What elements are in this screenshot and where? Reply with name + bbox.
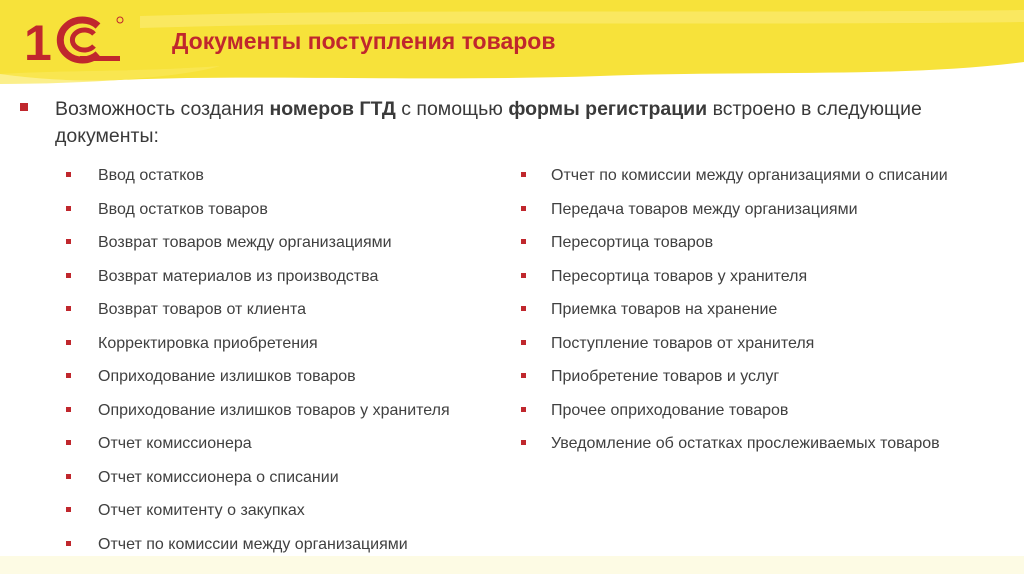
intro-bold2: формы регистрации	[508, 98, 708, 120]
list-item-label: Возврат товаров между организациями	[98, 234, 392, 251]
list-item-label: Ввод остатков	[98, 167, 204, 184]
intro-bold1: номеров ГТД	[269, 98, 396, 120]
bullet-icon	[66, 541, 71, 546]
list-item	[551, 401, 1021, 435]
list-item	[98, 334, 518, 368]
list-item	[98, 267, 518, 301]
bullet-icon	[521, 172, 526, 177]
list-item-label: Отчет комиссионера о списании	[98, 468, 339, 486]
bullet-icon	[66, 474, 71, 479]
bullet-icon	[521, 340, 526, 345]
list-item-label: Ввод остатков товаров	[98, 200, 268, 218]
intro-text	[55, 96, 975, 150]
bullet-icon	[521, 239, 526, 244]
bullet-icon	[521, 407, 526, 412]
bullet-icon	[66, 440, 71, 445]
page-title: Документы поступления товаров	[172, 28, 556, 54]
list-item-label: Отчет комиссионера	[98, 435, 252, 452]
list-item	[98, 367, 518, 401]
list-item-label: Поступление товаров от хранителя	[551, 334, 815, 352]
intro-part3: встроено в следующие документы:	[55, 98, 922, 147]
list-item	[551, 200, 1021, 234]
list-item	[98, 501, 518, 535]
list-item	[551, 267, 1021, 301]
list-item-label: Корректировка приобретения	[98, 334, 318, 352]
bullet-icon	[521, 373, 526, 378]
bullet-icon	[66, 507, 71, 512]
bullet-icon	[66, 340, 71, 345]
bullet-icon	[521, 273, 526, 278]
list-item	[551, 300, 1021, 334]
bullet-icon	[521, 206, 526, 211]
list-item-label: Отчет по комиссии между организациями о списании	[551, 167, 948, 184]
1c-logo-icon	[20, 12, 130, 68]
intro-bullet	[20, 103, 28, 111]
bullet-icon	[66, 306, 71, 311]
list-item-label: Прочее оприходование товаров	[551, 401, 789, 419]
bullet-icon	[521, 306, 526, 311]
list-item	[551, 434, 1021, 468]
list-item-label: Приемка товаров на хранение	[551, 301, 778, 318]
bullet-icon	[66, 273, 71, 278]
list-item	[551, 334, 1021, 368]
bullet-icon	[66, 407, 71, 412]
list-item	[551, 166, 1021, 200]
list-item	[98, 200, 518, 234]
list-item	[98, 468, 518, 502]
bullet-icon	[521, 440, 526, 445]
svg-text:1: 1	[24, 15, 52, 68]
list-item-label: Приобретение товаров и услуг	[551, 368, 780, 385]
bullet-icon	[66, 172, 71, 177]
list-item	[98, 434, 518, 468]
document-list-right	[551, 166, 1021, 468]
list-item-label: Возврат товаров от клиента	[98, 301, 307, 318]
list-item	[98, 401, 518, 435]
list-item-label: Возврат материалов из производства	[98, 267, 379, 285]
list-item	[98, 300, 518, 334]
footer-band	[0, 556, 1024, 574]
bullet-icon	[66, 239, 71, 244]
bullet-icon	[66, 373, 71, 378]
list-item-label: Отчет по комиссии между организациями	[98, 535, 408, 553]
intro-part1: Возможность создания	[55, 98, 270, 120]
list-item-label: Оприходование излишков товаров у хранителя	[98, 401, 450, 419]
list-item	[551, 367, 1021, 401]
list-item	[551, 233, 1021, 267]
intro-part2: с помощью	[395, 98, 509, 120]
list-item-label: Оприходование излишков товаров	[98, 368, 356, 385]
document-list-left	[98, 166, 518, 568]
list-item	[98, 166, 518, 200]
bullet-icon	[66, 206, 71, 211]
list-item-label: Уведомление об остатках прослеживаемых товаров	[551, 435, 940, 452]
list-item-label: Отчет комитенту о закупках	[98, 502, 305, 519]
list-item-label: Пересортица товаров у хранителя	[551, 267, 808, 285]
list-item-label: Пересортица товаров	[551, 234, 714, 251]
list-item-label: Передача товаров между организациями	[551, 200, 858, 218]
list-item	[98, 233, 518, 267]
